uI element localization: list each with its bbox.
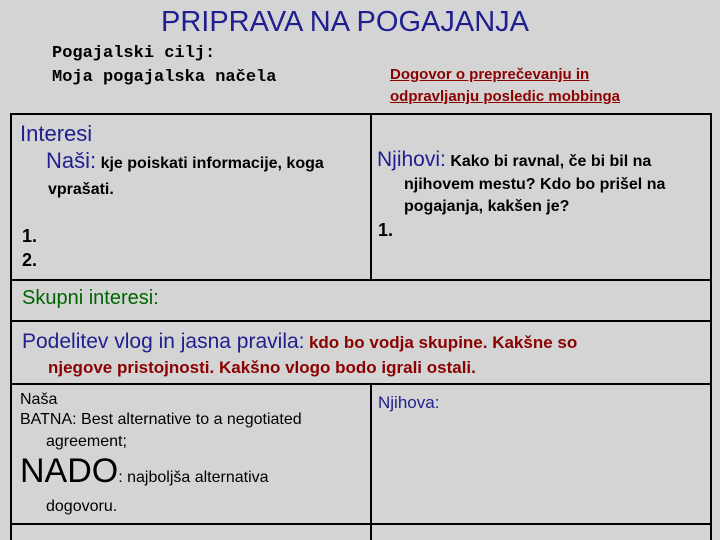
batna-ours-label: Naša <box>20 391 58 408</box>
roles-row <box>22 330 577 354</box>
ours-row <box>46 148 324 174</box>
batna-theirs-label: Njihova: <box>378 393 440 412</box>
theirs-text: Kako bi ravnal, če bi bil na <box>450 153 652 170</box>
ours-item-1: 1. <box>22 226 38 246</box>
batna-line2: agreement; <box>46 433 127 450</box>
divider-roles <box>10 320 712 322</box>
principles-label: Moja pogajalska načela <box>52 68 277 87</box>
ours-label: Naši: <box>46 148 97 173</box>
nado-text-cont: dogovoru. <box>46 498 118 515</box>
theirs-label: Njihovi: <box>377 148 446 171</box>
roles-text-cont: njegove pristojnosti. Kakšno vlogo bodo igrali ostali. <box>48 358 476 377</box>
goal-label: Pogajalski cilj: <box>52 44 216 63</box>
nado-row <box>20 452 269 491</box>
ours-text-cont: vprašati. <box>48 181 114 198</box>
batna-line1: BATNA: Best alternative to a negotiated <box>20 411 302 428</box>
ours-text: kje poiskati informacije, koga <box>100 155 324 172</box>
goal-block <box>52 42 276 90</box>
common-interests-label: Skupni interesi: <box>22 287 159 309</box>
nado-text: : najboljša alternativa <box>118 469 269 486</box>
roles-text: kdo bo vodja skupine. Kakšne so <box>308 333 578 352</box>
theirs-text-cont2: pogajanja, kakšen je? <box>404 198 570 215</box>
roles-label: Podelitev vlog in jasna pravila: <box>22 330 305 353</box>
interests-heading: Interesi <box>20 121 93 146</box>
divider-batna-col <box>370 383 372 540</box>
theirs-row <box>377 148 651 172</box>
divider-common <box>10 279 712 281</box>
agreement-link-line2[interactable]: odpravljanju posledic mobbinga <box>390 88 621 105</box>
theirs-text-cont1: njihovem mestu? Kdo bo prišel na <box>404 176 666 193</box>
nado-label: NADO <box>20 452 119 490</box>
divider-batna <box>10 383 712 385</box>
agreement-link[interactable] <box>390 64 620 108</box>
page-title: PRIPRAVA NA POGAJANJA <box>161 6 529 38</box>
divider-bottom <box>10 523 712 525</box>
ours-item-2: 2. <box>22 250 38 270</box>
theirs-item-1: 1. <box>378 220 394 240</box>
divider-interests-col <box>370 113 372 279</box>
agreement-link-line1[interactable]: Dogovor o preprečevanju in <box>390 66 590 83</box>
